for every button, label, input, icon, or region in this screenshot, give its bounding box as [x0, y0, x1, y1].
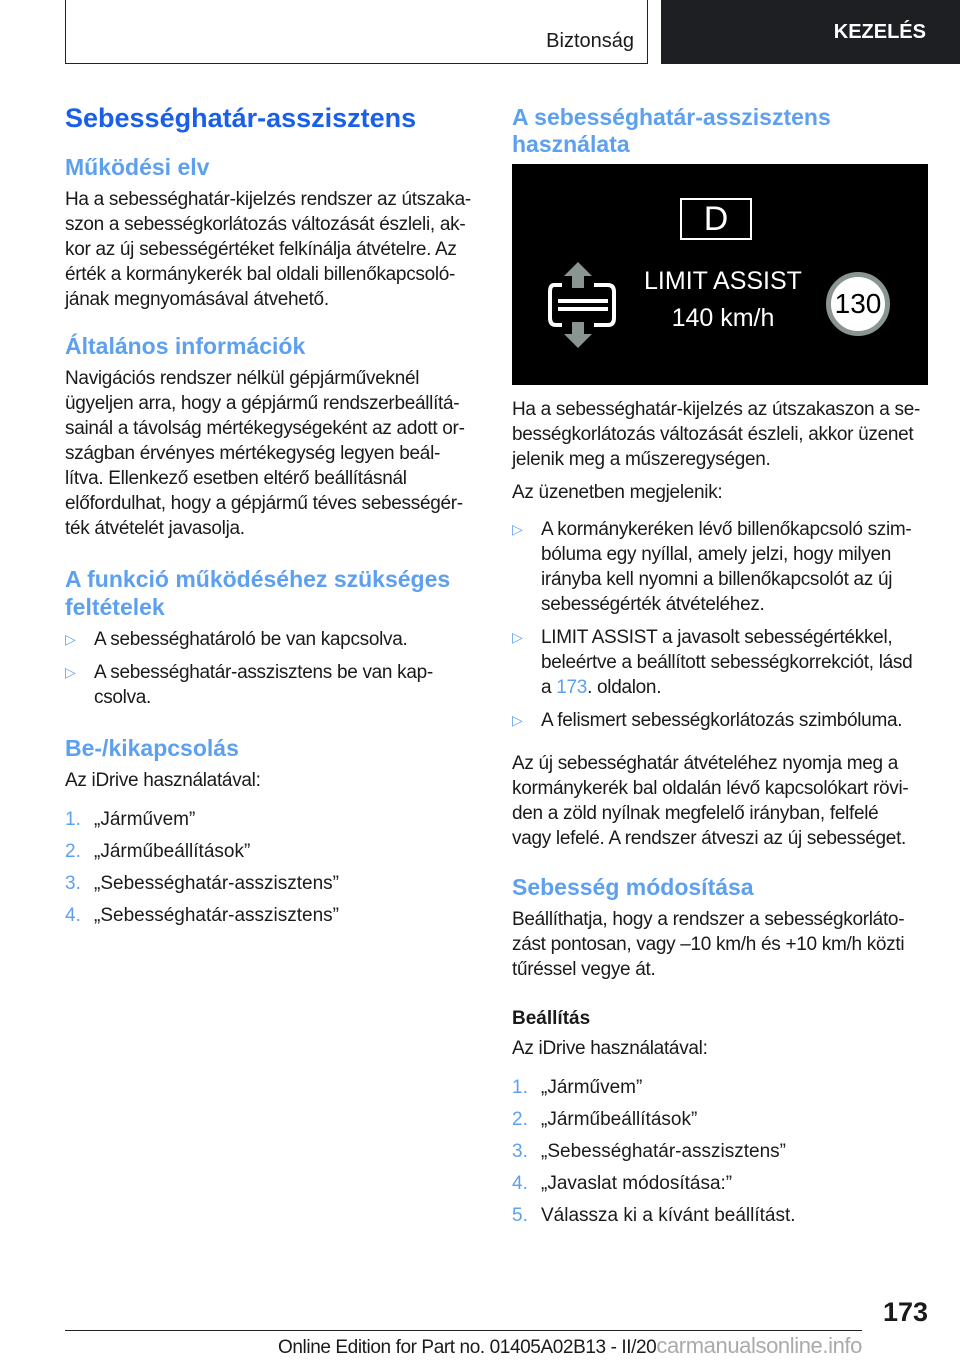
- step-item: 1. „Járművem”: [512, 1077, 643, 1098]
- heading-mukodesi-elv: Működési elv: [65, 154, 210, 180]
- paragraph: Beállíthatja, hogy a rendszer a sebességkorláto- zást pontosan, vagy –10 km/h és +10 km/h közti tűréssel vegye át.: [512, 909, 905, 980]
- footer: [278, 1334, 862, 1360]
- step-item: 4. „Sebességhatár-asszisztens”: [65, 905, 339, 926]
- paragraph: Navigációs rendszer nélkül gépjárműveknél ügyeljen arra, hogy a gépjármű rendszerbeállítá- sainál a távolság mértékegységeként az adott or- szágban érvényes mértékegység legyen beál- lítva. Ellenkező esetben eltérő beállításnál előfordulhat, hogy a gépjármű téves sebességér- ték átvételét javasolja.: [65, 368, 465, 539]
- triangle-bullet-icon: ▷: [512, 521, 523, 537]
- paragraph: Az iDrive használatával:: [512, 1038, 708, 1059]
- list-item: ▷ A sebességhatároló be van kapcsolva.: [65, 629, 408, 650]
- heading-beallitas: Beállítás: [512, 1008, 591, 1029]
- triangle-bullet-icon: ▷: [65, 664, 76, 680]
- chapter-tab: [661, 0, 960, 64]
- list-item: ▷ A kormánykeréken lévő billenőkapcsoló szim- bóluma egy nyíllal, amely jelzi, hogy milyen irányba kell nyomni a billenőkapcsolót az új sebességérték átvételéhez.: [512, 519, 912, 615]
- step-item: 3. „Sebességhatár-asszisztens”: [512, 1141, 786, 1162]
- speed-limit-sign: 130: [826, 272, 890, 336]
- left-column: [65, 103, 485, 935]
- list-item: ▷ A felismert sebességkorlátozás szimbóluma.: [512, 710, 903, 731]
- heading-sebesseg-modositasa: Sebesség módosítása: [512, 874, 754, 900]
- page-link[interactable]: 173: [556, 677, 588, 698]
- list-item: ▷ A sebességhatár-asszisztens be van kap- csolva.: [65, 662, 433, 708]
- step-item: 3. „Sebességhatár-asszisztens”: [65, 873, 339, 894]
- paragraph: Az iDrive használatával:: [65, 770, 261, 791]
- paragraph: Ha a sebességhatár-kijelzés rendszer az útszaka- szon a sebességkorlátozás változását észleli, ak- kor az új sebességértéket felkínálja átvételre. Az érték a kormánykerék bal oldali billenőkapcsoló- jának megnyomásával átvehető.: [65, 189, 471, 310]
- gear-indicator: D: [680, 198, 752, 240]
- triangle-bullet-icon: ▷: [65, 631, 76, 647]
- chapter-label: KEZELÉS: [833, 20, 926, 43]
- section-label: Biztonság: [546, 30, 634, 52]
- footer-divider: [65, 1330, 862, 1331]
- step-item: 4. „Javaslat módosítása:”: [512, 1173, 733, 1194]
- list-item: ▷ LIMIT ASSIST a javasolt sebességértékkel, beleértve a beállított sebességkorrekciót, lásd a 173. oldalon.: [512, 627, 913, 698]
- heading-altalanos: Általános információk: [65, 333, 306, 359]
- step-item: 1. „Járművem”: [65, 809, 196, 830]
- speed-value: 140 km/h: [671, 304, 775, 332]
- triangle-bullet-icon: ▷: [512, 712, 523, 728]
- heading-be-kikapcsolas: Be-/kikapcsolás: [65, 735, 239, 761]
- step-item: 2. „Járműbeállítások”: [512, 1109, 698, 1130]
- step-item: 5. Válassza ki a kívánt beállítást.: [512, 1205, 796, 1226]
- edition-text: Online Edition for Part no. 01405A02B13 - II/20: [278, 1337, 657, 1358]
- limit-assist-label: LIMIT ASSIST: [644, 267, 802, 295]
- rocker-switch-arrows-icon: [548, 260, 622, 350]
- page-number: 173: [882, 1297, 928, 1327]
- page-title: Sebességhatár-asszisztens: [65, 103, 417, 133]
- step-item: 2. „Járműbeállítások”: [65, 841, 251, 862]
- heading-feltetelek: A funkció működéséhez szükséges feltételek: [65, 566, 451, 620]
- paragraph: Az üzenetben megjelenik:: [512, 482, 723, 503]
- instrument-display-image: [512, 164, 928, 385]
- paragraph: Ha a sebességhatár-kijelzés az útszakaszon a se- bességkorlátozás változását észleli, akkor üzenet jelenik meg a műszeregységen.: [512, 399, 921, 470]
- heading-hasznalata: A sebességhatár-asszisztens használata: [512, 104, 831, 157]
- triangle-bullet-icon: ▷: [512, 629, 523, 645]
- watermark: carmanualsonline.info: [656, 1333, 862, 1358]
- paragraph: Az új sebességhatár átvételéhez nyomja meg a kormánykerék bal oldalán lévő kapcsolókart rövi- den a zöld nyílnak megfelelő irányban, felfelé vagy lefelé. A rendszer átveszi az új sebességet.: [512, 753, 909, 849]
- right-column: [512, 104, 932, 1235]
